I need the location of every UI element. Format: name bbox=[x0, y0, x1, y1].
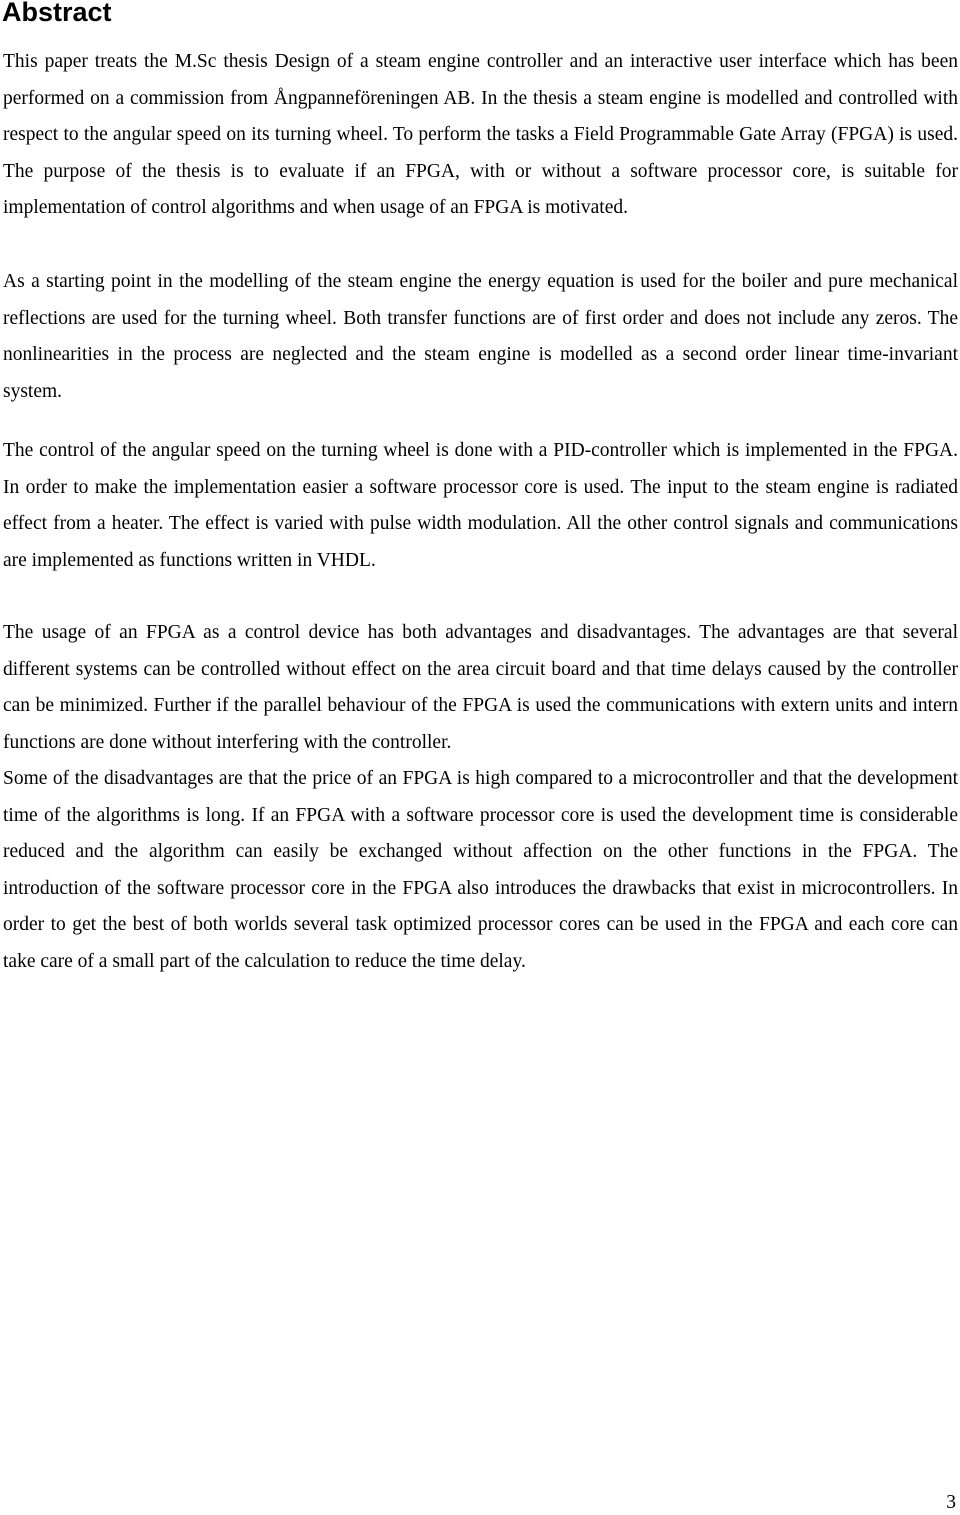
section-heading-abstract: Abstract bbox=[2, 0, 112, 27]
abstract-paragraph-3: The control of the angular speed on the turning wheel is done with a PID-controller which is implemented in the FPGA. In order to make the implementation easier a software processor core is used. The input to the steam engine is radiated effect from a heater. The effect is varied with pulse width modulation. All the other control signals and communications are implemented as functions written in VHDL. bbox=[3, 440, 958, 571]
abstract-paragraph-4: The usage of an FPGA as a control device has both advantages and disadvantages. The advantages are that several different systems can be controlled without effect on the area circuit board and that time delays caused by the controller can be minimized. Further if the parallel behaviour of the FPGA is used the communications with extern units and intern functions are done without interfering with the controller. bbox=[3, 622, 958, 753]
abstract-paragraph-5: Some of the disadvantages are that the price of an FPGA is high compared to a microcontroller and that the development time of the algorithms is long. If an FPGA with a software processor core is used the development time is considerable reduced and the algorithm can easily be exchanged without affection on the other functions in the FPGA. The introduction of the software processor core in the FPGA also introduces the drawbacks that exist in microcontrollers. In order to get the best of both worlds several task optimized processor cores can be used in the FPGA and each core can take care of a small part of the calculation to reduce the time delay. bbox=[3, 768, 958, 972]
abstract-paragraph-1: This paper treats the M.Sc thesis Design of a steam engine controller and an interactive user interface which has been performed on a commission from Ångpanneföreningen AB. In the thesis a steam engine is modelled and controlled with respect to the angular speed on its turning wheel. To perform the tasks a Field Programmable Gate Array (FPGA) is used. The purpose of the thesis is to evaluate if an FPGA, with or without a software processor core, is suitable for implementation of control algorithms and when usage of an FPGA is motivated. bbox=[3, 51, 958, 218]
page-number: 3 bbox=[946, 1492, 956, 1513]
abstract-paragraph-2: As a starting point in the modelling of the steam engine the energy equation is used for the boiler and pure mechanical reflections are used for the turning wheel. Both transfer functions are of first order and does not include any zeros. The nonlinearities in the process are neglected and the steam engine is modelled as a second order linear time-invariant system. bbox=[3, 271, 958, 402]
